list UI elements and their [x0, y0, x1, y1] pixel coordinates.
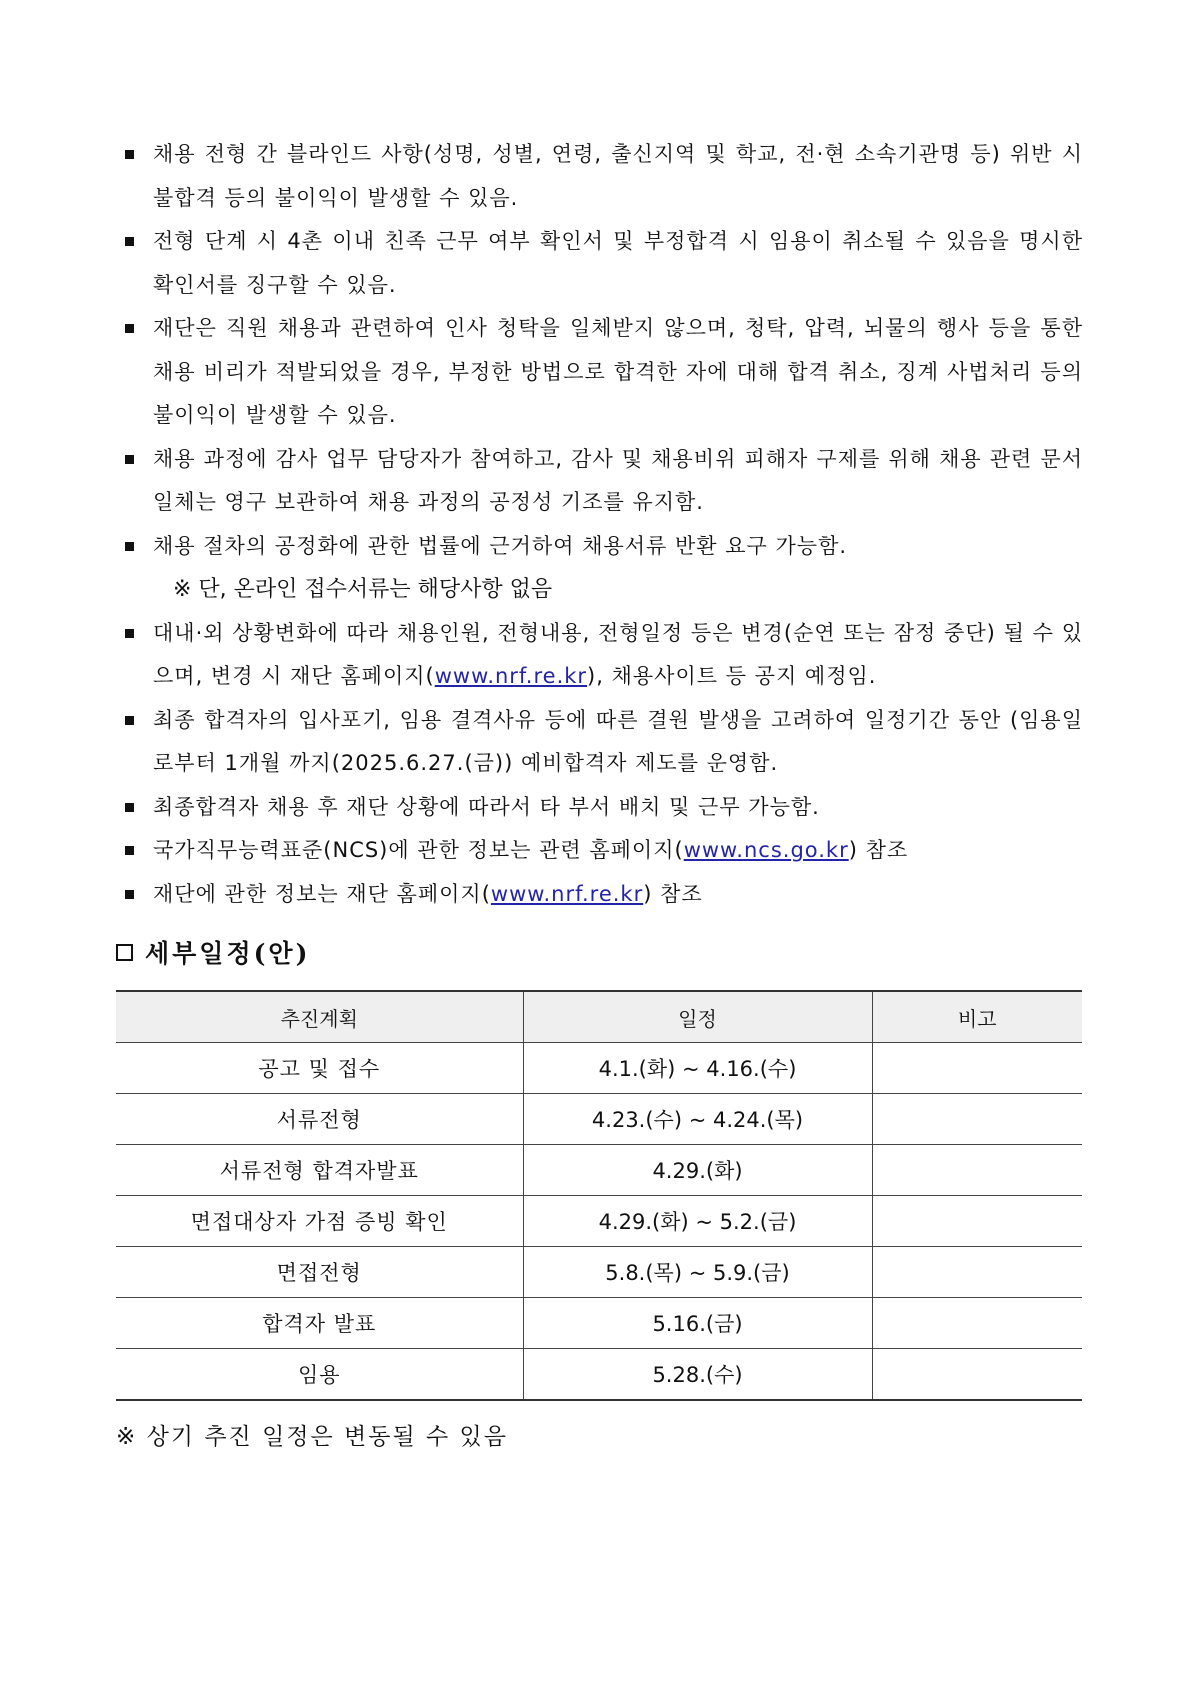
notice-item-changes: [123, 612, 1083, 699]
table-row: [116, 1196, 1082, 1247]
notice-text: 재단은 직원 채용과 관련하여 인사 청탁을 일체받지 않으며, 청탁, 압력, 뇌물의 행사 등을 통한 채용 비리가 적발되었을 경우, 부정한 방법으로 합격한 자에 대해 합격 취소, 징계 사법처리 등의 불이익이 발생할 수 있음.: [153, 316, 1083, 427]
notice-item-audit: [123, 438, 1083, 525]
schedule-table: [116, 990, 1082, 1401]
notice-subnote-text: ※ 단, 온라인 접수서류는 해당사항 없음: [173, 577, 553, 602]
schedule-cell: 4.29.(화): [523, 1145, 872, 1196]
notice-item-solicitation: [123, 307, 1083, 438]
square-bullet-icon: [125, 890, 134, 899]
remarks-cell: [872, 1247, 1082, 1298]
nrf-homepage-link[interactable]: www.nrf.re.kr: [490, 881, 644, 906]
remarks-cell: [872, 1349, 1082, 1401]
remarks-cell: [872, 1094, 1082, 1145]
notice-text: 채용 전형 간 블라인드 사항(성명, 성별, 연령, 출신지역 및 학교, 전·현 소속기관명 등) 위반 시 불합격 등의 불이익이 발생할 수 있음.: [153, 142, 1083, 210]
notice-text-before: 대내·외 상황변화에 따라 채용인원, 전형내용, 전형일정 등은 변경(순연 또는 잠정 중단) 될 수 있으며, 변경 시 재단 홈페이지(: [153, 620, 1083, 688]
column-header-remarks: 비고: [872, 991, 1082, 1043]
remarks-cell: [872, 1196, 1082, 1247]
notice-item-ncs: [123, 829, 1083, 873]
schedule-cell: 5.8.(목) ~ 5.9.(금): [523, 1247, 872, 1298]
table-row: [116, 1145, 1082, 1196]
schedule-cell: 4.1.(화) ~ 4.16.(수): [523, 1043, 872, 1094]
ncs-homepage-link[interactable]: www.ncs.go.kr: [683, 838, 849, 862]
table-row: [116, 1094, 1082, 1145]
notice-item-placement: [123, 786, 1083, 830]
notice-text: 채용 절차의 공정화에 관한 법률에 근거하여 채용서류 반환 요구 가능함.: [153, 533, 848, 558]
table-row: [116, 1298, 1082, 1349]
notice-item-foundation-info: [123, 873, 1083, 917]
square-bullet-icon: [125, 846, 134, 855]
notice-text-before: 국가직무능력표준(NCS)에 관한 정보는 관련 홈페이지(: [153, 838, 684, 862]
section-title: [116, 934, 310, 970]
notice-text: 전형 단계 시 4촌 이내 친족 근무 여부 확인서 및 부정합격 시 임용이 취소될 수 있음을 명시한 확인서를 징구할 수 있음.: [153, 229, 1083, 297]
nrf-homepage-link[interactable]: www.nrf.re.kr: [434, 664, 588, 688]
schedule-footnote: ※ 상기 추진 일정은 변동될 수 있음: [116, 1424, 508, 1450]
notice-text-after: ) 참조: [643, 881, 703, 906]
checkbox-square-icon: [116, 944, 133, 961]
plan-cell: 면접전형: [116, 1247, 523, 1298]
square-bullet-icon: [125, 237, 134, 246]
notice-text-after: ), 채용사이트 등 공지 예정임.: [587, 664, 877, 688]
column-header-schedule: 일정: [523, 991, 872, 1043]
notice-item-document-return: [123, 525, 1083, 569]
plan-cell: 서류전형 합격자발표: [116, 1145, 523, 1196]
square-bullet-icon: [125, 629, 134, 638]
remarks-cell: [872, 1145, 1082, 1196]
plan-cell: 공고 및 접수: [116, 1043, 523, 1094]
table-row: [116, 1247, 1082, 1298]
remarks-cell: [872, 1043, 1082, 1094]
schedule-cell: 5.28.(수): [523, 1349, 872, 1401]
square-bullet-icon: [125, 455, 134, 464]
square-bullet-icon: [125, 803, 134, 812]
square-bullet-icon: [125, 324, 134, 333]
square-bullet-icon: [125, 542, 134, 551]
schedule-cell: 5.16.(금): [523, 1298, 872, 1349]
notice-text: 최종 합격자의 입사포기, 임용 결격사유 등에 따른 결원 발생을 고려하여 일정기간 동안 (임용일로부터 1개월 까지(2025.6.27.(금)) 예비합격자 제도를 운영함.: [153, 707, 1083, 775]
plan-cell: 임용: [116, 1349, 523, 1401]
remarks-cell: [872, 1298, 1082, 1349]
plan-cell: 면접대상자 가점 증빙 확인: [116, 1196, 523, 1247]
notice-text-after: ) 참조: [848, 838, 909, 862]
table-header-row: [116, 991, 1082, 1043]
notice-text: 채용 과정에 감사 업무 담당자가 참여하고, 감사 및 채용비위 피해자 구제를 위해 채용 관련 문서 일체는 영구 보관하여 채용 과정의 공정성 기조를 유지함.: [153, 446, 1083, 514]
table-row: [116, 1043, 1082, 1094]
notice-item-relatives: [123, 220, 1083, 307]
plan-cell: 서류전형: [116, 1094, 523, 1145]
square-bullet-icon: [125, 716, 134, 725]
section-title-text: 세부일정(안): [145, 939, 311, 968]
schedule-cell: 4.23.(수) ~ 4.24.(목): [523, 1094, 872, 1145]
notice-text: 최종합격자 채용 후 재단 상황에 따라서 타 부서 배치 및 근무 가능함.: [153, 794, 820, 819]
square-bullet-icon: [125, 150, 134, 159]
plan-cell: 합격자 발표: [116, 1298, 523, 1349]
schedule-cell: 4.29.(화) ~ 5.2.(금): [523, 1196, 872, 1247]
notice-item-reserve: [123, 699, 1083, 786]
notice-text-before: 재단에 관한 정보는 재단 홈페이지(: [153, 881, 491, 906]
notice-item-blind: [123, 133, 1083, 220]
table-row: [116, 1349, 1082, 1401]
notice-list: [123, 133, 1083, 916]
column-header-plan: 추진계획: [116, 991, 523, 1043]
notice-sub-item-online: [123, 568, 1083, 612]
